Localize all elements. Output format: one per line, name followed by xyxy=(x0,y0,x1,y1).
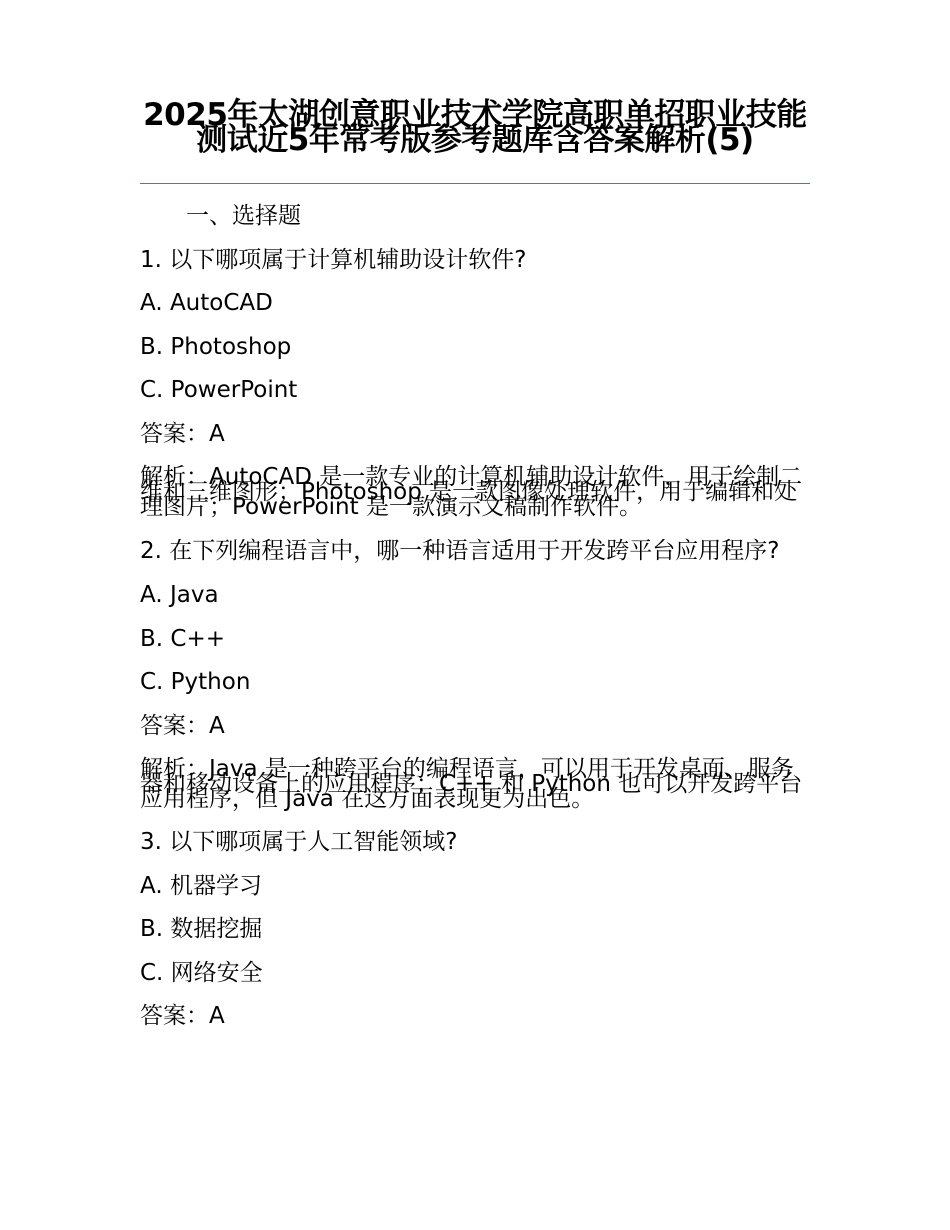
question-option: C. Python xyxy=(140,669,251,695)
question-option: B. C++ xyxy=(140,625,226,652)
question-stem: 1. 以下哪项属于计算机辅助设计软件? xyxy=(140,246,527,273)
question-option: C. PowerPoint xyxy=(140,377,298,403)
question-analysis: 解析：AutoCAD 是一款专业的计算机辅助设计软件，用于绘制二维和三维图形；Photoshop 是一款图像处理软件，用于编辑和处理图片；PowerPoint 是一款演示文稿制作软件。 xyxy=(140,464,803,520)
document-body xyxy=(140,195,810,1039)
question-option: A. 机器学习 xyxy=(140,872,262,899)
question-analysis: 解析：Java 是一种跨平台的编程语言，可以用于开发桌面、服务器和移动设备上的应用程序；C++ 和 Python 也可以开发跨平台应用程序，但 Java 在这方面表现更为出色。 xyxy=(140,756,803,812)
question-option: A. AutoCAD xyxy=(140,290,273,316)
question-option: C. 网络安全 xyxy=(140,959,263,986)
question-answer: 答案：A xyxy=(140,1003,225,1029)
title-divider xyxy=(140,183,810,184)
section-heading: 一、选择题 xyxy=(186,203,301,229)
question-stem: 2. 在下列编程语言中，哪一种语言适用于开发跨平台应用程序? xyxy=(140,538,780,564)
question-answer: 答案：A xyxy=(140,712,225,739)
question-option: B. Photoshop xyxy=(140,333,292,360)
question-option: B. 数据挖掘 xyxy=(140,916,263,942)
question-stem: 3. 以下哪项属于人工智能领域? xyxy=(140,829,458,855)
question-answer: 答案：A xyxy=(140,420,225,447)
document-title: 2025年太湖创意职业技术学院高职单招职业技能测试近5年常考版参考题库含答案解析(5) xyxy=(143,97,807,158)
question-option: A. Java xyxy=(140,582,219,608)
